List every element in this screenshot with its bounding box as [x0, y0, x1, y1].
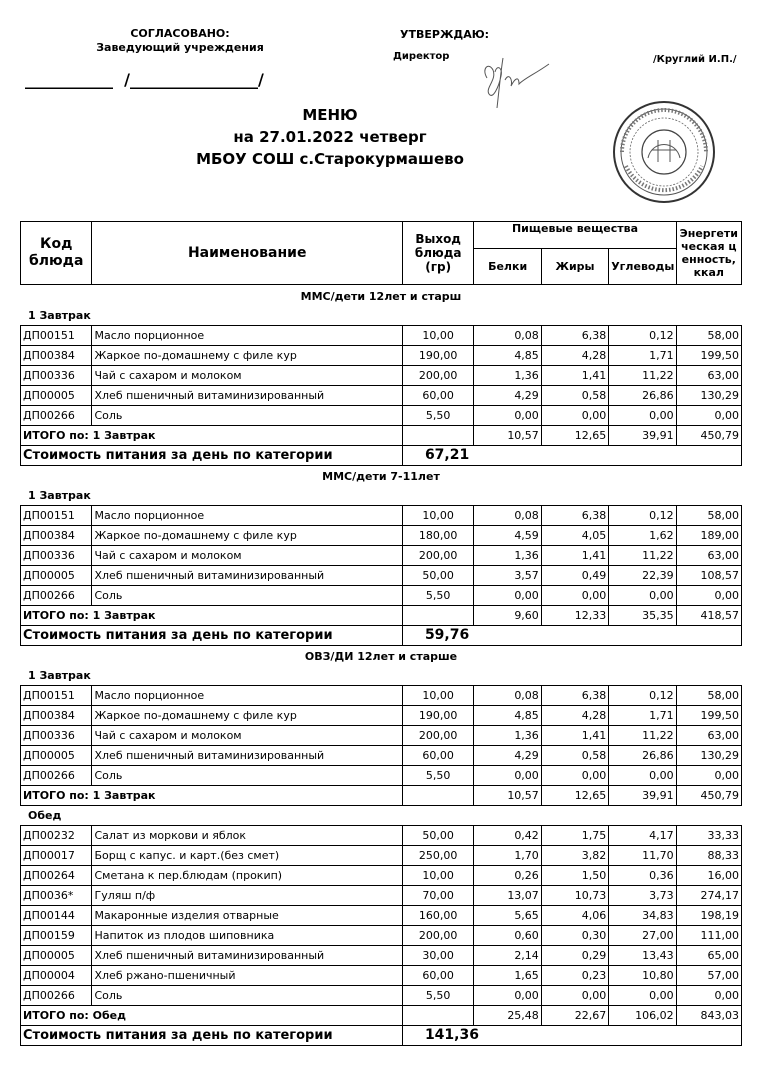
total-carbs: 106,02: [609, 1006, 676, 1026]
meal-title: 1 Завтрак: [28, 669, 91, 682]
title-date: на 27.01.2022 четверг: [233, 128, 427, 146]
total-kcal: 843,03: [676, 1006, 741, 1026]
total-fat: 12,65: [541, 786, 608, 806]
table-row: [21, 906, 742, 926]
cost-row: [21, 1026, 742, 1046]
dish-name: Хлеб пшеничный витаминизированный: [92, 386, 402, 406]
dish-output: 50,00: [402, 826, 473, 846]
dish-protein: 0,08: [474, 506, 541, 526]
total-label: ИТОГО по: 1 Завтрак: [21, 786, 403, 806]
approval-block: [95, 27, 265, 55]
dish-output: 190,00: [402, 346, 473, 366]
title-menu: МЕНЮ: [302, 106, 358, 124]
dish-output: 70,00: [402, 886, 473, 906]
total-carbs: 35,35: [609, 606, 676, 626]
document-title: [180, 104, 480, 170]
total-row: [21, 606, 742, 626]
dish-fat: 0,58: [541, 746, 608, 766]
dish-protein: 2,14: [474, 946, 541, 966]
dish-output: 5,50: [402, 586, 473, 606]
dish-protein: 5,65: [474, 906, 541, 926]
dish-name: Хлеб ржано-пшеничный: [92, 966, 402, 986]
dish-fat: 0,00: [541, 586, 608, 606]
dish-protein: 0,08: [474, 326, 541, 346]
dish-kcal: 0,00: [676, 406, 741, 426]
dish-kcal: 63,00: [676, 366, 741, 386]
dish-fat: 1,41: [541, 726, 608, 746]
dish-name: Соль: [92, 586, 402, 606]
dish-kcal: 16,00: [676, 866, 741, 886]
total-carbs: 39,91: [609, 786, 676, 806]
dish-carbs: 26,86: [609, 746, 676, 766]
table-row: [21, 386, 742, 406]
dish-carbs: 3,73: [609, 886, 676, 906]
dish-name: Соль: [92, 766, 402, 786]
dish-fat: 4,28: [541, 346, 608, 366]
dish-name: Чай с сахаром и молоком: [92, 546, 402, 566]
dish-name: Хлеб пшеничный витаминизированный: [92, 746, 402, 766]
table-row: [21, 506, 742, 526]
dish-code: ДП00266: [21, 766, 92, 786]
table-row: [21, 746, 742, 766]
dish-protein: 4,29: [474, 746, 541, 766]
dish-code: ДП00005: [21, 746, 92, 766]
dish-output: 10,00: [402, 506, 473, 526]
total-protein: 9,60: [474, 606, 541, 626]
dish-carbs: 27,00: [609, 926, 676, 946]
dish-kcal: 189,00: [676, 526, 741, 546]
dish-name: Чай с сахаром и молоком: [92, 366, 402, 386]
approved-label: СОГЛАСОВАНО:: [130, 27, 230, 40]
director-label: Директор: [393, 51, 450, 62]
cost-label: Стоимость питания за день по категории: [21, 626, 403, 646]
dish-carbs: 0,00: [609, 406, 676, 426]
dish-code: ДП00336: [21, 546, 92, 566]
dish-carbs: 10,80: [609, 966, 676, 986]
dish-carbs: 0,00: [609, 766, 676, 786]
dish-kcal: 130,29: [676, 746, 741, 766]
dish-carbs: 34,83: [609, 906, 676, 926]
dish-fat: 0,00: [541, 986, 608, 1006]
dish-output: 10,00: [402, 686, 473, 706]
table-row: [21, 346, 742, 366]
dish-output: 180,00: [402, 526, 473, 546]
dish-kcal: 65,00: [676, 946, 741, 966]
dish-name: Хлеб пшеничный витаминизированный: [92, 946, 402, 966]
dish-output: 200,00: [402, 926, 473, 946]
dish-carbs: 11,70: [609, 846, 676, 866]
dish-fat: 4,05: [541, 526, 608, 546]
dish-kcal: 108,57: [676, 566, 741, 586]
dish-code: ДП00004: [21, 966, 92, 986]
dish-code: ДП00151: [21, 506, 92, 526]
total-output: [402, 786, 473, 806]
dish-name: Жаркое по-домашнему с филе кур: [92, 526, 402, 546]
table-row: [21, 326, 742, 346]
dish-name: Борщ с капус. и карт.(без смет): [92, 846, 402, 866]
dish-code: ДП00005: [21, 946, 92, 966]
dish-code: ДП00384: [21, 346, 92, 366]
dish-kcal: 0,00: [676, 586, 741, 606]
meal-title: 1 Завтрак: [28, 489, 91, 502]
table-row: [21, 886, 742, 906]
dish-code: ДП00159: [21, 926, 92, 946]
dish-carbs: 4,17: [609, 826, 676, 846]
dish-protein: 4,29: [474, 386, 541, 406]
total-row: [21, 426, 742, 446]
dish-name: Чай с сахаром и молоком: [92, 726, 402, 746]
dish-fat: 0,00: [541, 406, 608, 426]
dish-carbs: 13,43: [609, 946, 676, 966]
dish-code: ДП00005: [21, 566, 92, 586]
dish-output: 10,00: [402, 326, 473, 346]
dish-protein: 13,07: [474, 886, 541, 906]
dish-name: Напиток из плодов шиповника: [92, 926, 402, 946]
table-row: [21, 846, 742, 866]
menu-table-section-3-breakfast: [20, 685, 742, 806]
col-nutrients: Пищевые вещества: [474, 222, 676, 249]
dish-fat: 4,06: [541, 906, 608, 926]
table-row: [21, 826, 742, 846]
dish-protein: 0,60: [474, 926, 541, 946]
dish-fat: 4,28: [541, 706, 608, 726]
total-fat: 12,65: [541, 426, 608, 446]
dish-carbs: 0,12: [609, 686, 676, 706]
dish-protein: 3,57: [474, 566, 541, 586]
dish-carbs: 0,00: [609, 986, 676, 1006]
dish-kcal: 58,00: [676, 506, 741, 526]
dish-name: Жаркое по-домашнему с филе кур: [92, 706, 402, 726]
dish-kcal: 63,00: [676, 546, 741, 566]
dish-code: ДП00266: [21, 586, 92, 606]
dish-carbs: 0,12: [609, 506, 676, 526]
dish-carbs: 0,00: [609, 586, 676, 606]
dish-fat: 3,82: [541, 846, 608, 866]
dish-output: 200,00: [402, 366, 473, 386]
total-label: ИТОГО по: 1 Завтрак: [21, 606, 403, 626]
dish-kcal: 63,00: [676, 726, 741, 746]
cost-row: [21, 446, 742, 466]
dish-output: 10,00: [402, 866, 473, 886]
table-row: [21, 766, 742, 786]
dish-output: 60,00: [402, 746, 473, 766]
dish-protein: 0,00: [474, 986, 541, 1006]
director-name: /Круглий И.П./: [653, 54, 737, 65]
dish-protein: 4,59: [474, 526, 541, 546]
dish-fat: 1,75: [541, 826, 608, 846]
dish-code: ДП00144: [21, 906, 92, 926]
dish-code: ДП00017: [21, 846, 92, 866]
dish-carbs: 1,71: [609, 346, 676, 366]
table-row: [21, 706, 742, 726]
dish-name: Соль: [92, 406, 402, 426]
dish-fat: 6,38: [541, 326, 608, 346]
col-code: Код блюда: [21, 222, 92, 285]
table-row: [21, 366, 742, 386]
dish-kcal: 198,19: [676, 906, 741, 926]
dish-protein: 0,00: [474, 766, 541, 786]
title-school: МБОУ СОШ с.Старокурмашево: [196, 150, 464, 168]
dish-protein: 0,42: [474, 826, 541, 846]
dish-output: 200,00: [402, 546, 473, 566]
dish-output: 5,50: [402, 766, 473, 786]
dish-protein: 0,00: [474, 406, 541, 426]
dish-code: ДП00336: [21, 366, 92, 386]
col-name: Наименование: [92, 222, 402, 285]
dish-fat: 1,41: [541, 546, 608, 566]
confirm-label: УТВЕРЖДАЮ:: [400, 28, 490, 41]
dish-protein: 1,65: [474, 966, 541, 986]
dish-code: ДП00266: [21, 986, 92, 1006]
dish-kcal: 274,17: [676, 886, 741, 906]
table-row: [21, 966, 742, 986]
total-kcal: 450,79: [676, 426, 741, 446]
dish-carbs: 1,71: [609, 706, 676, 726]
section-title: ММС/дети 12лет и старш: [300, 290, 462, 303]
cost-value: 59,76: [402, 626, 741, 646]
dish-protein: 1,36: [474, 366, 541, 386]
dish-fat: 6,38: [541, 506, 608, 526]
dish-code: ДП00151: [21, 326, 92, 346]
dish-code: ДП00384: [21, 706, 92, 726]
dish-code: ДП00151: [21, 686, 92, 706]
dish-name: Хлеб пшеничный витаминизированный: [92, 566, 402, 586]
dish-protein: 4,85: [474, 706, 541, 726]
dish-code: ДП0036*: [21, 886, 92, 906]
approved-role: Заведующий учреждения: [96, 41, 264, 54]
total-kcal: 418,57: [676, 606, 741, 626]
dish-output: 5,50: [402, 986, 473, 1006]
dish-fat: 0,29: [541, 946, 608, 966]
dish-fat: 10,73: [541, 886, 608, 906]
dish-carbs: 0,12: [609, 326, 676, 346]
table-row: [21, 526, 742, 546]
dish-protein: 1,70: [474, 846, 541, 866]
dish-carbs: 11,22: [609, 546, 676, 566]
col-fat: Жиры: [541, 249, 608, 285]
total-protein: 25,48: [474, 1006, 541, 1026]
dish-protein: 0,26: [474, 866, 541, 886]
dish-name: Макаронные изделия отварные: [92, 906, 402, 926]
table-row: [21, 726, 742, 746]
dish-protein: 1,36: [474, 546, 541, 566]
signature-line: ___________ /________________/: [25, 70, 264, 89]
dish-kcal: 58,00: [676, 326, 741, 346]
dish-name: Салат из моркови и яблок: [92, 826, 402, 846]
cost-value: 67,21: [402, 446, 741, 466]
dish-kcal: 88,33: [676, 846, 741, 866]
dish-fat: 0,00: [541, 766, 608, 786]
menu-table-section-1: [20, 325, 742, 466]
table-row: [21, 866, 742, 886]
dish-name: Масло порционное: [92, 686, 402, 706]
dish-fat: 0,58: [541, 386, 608, 406]
total-output: [402, 606, 473, 626]
total-label: ИТОГО по: Обед: [21, 1006, 403, 1026]
section-title: ММС/дети 7-11лет: [322, 470, 440, 483]
table-row: [21, 566, 742, 586]
dish-fat: 0,30: [541, 926, 608, 946]
menu-table-section-3-lunch: [20, 825, 742, 1046]
dish-name: Масло порционное: [92, 326, 402, 346]
dish-code: ДП00266: [21, 406, 92, 426]
dish-name: Масло порционное: [92, 506, 402, 526]
total-label: ИТОГО по: 1 Завтрак: [21, 426, 403, 446]
dish-kcal: 199,50: [676, 346, 741, 366]
dish-code: ДП00336: [21, 726, 92, 746]
total-fat: 12,33: [541, 606, 608, 626]
dish-kcal: 199,50: [676, 706, 741, 726]
col-output: Выход блюда (гр): [402, 222, 473, 285]
cost-label: Стоимость питания за день по категории: [21, 446, 403, 466]
total-output: [402, 1006, 473, 1026]
dish-kcal: 0,00: [676, 986, 741, 1006]
table-row: [21, 546, 742, 566]
dish-protein: 0,08: [474, 686, 541, 706]
dish-protein: 1,36: [474, 726, 541, 746]
dish-code: ДП00264: [21, 866, 92, 886]
dish-code: ДП00005: [21, 386, 92, 406]
dish-output: 60,00: [402, 386, 473, 406]
dish-name: Соль: [92, 986, 402, 1006]
total-protein: 10,57: [474, 786, 541, 806]
dish-fat: 1,41: [541, 366, 608, 386]
cost-label: Стоимость питания за день по категории: [21, 1026, 403, 1046]
total-fat: 22,67: [541, 1006, 608, 1026]
dish-output: 200,00: [402, 726, 473, 746]
dish-fat: 1,50: [541, 866, 608, 886]
table-row: [21, 586, 742, 606]
dish-name: Гуляш п/ф: [92, 886, 402, 906]
dish-protein: 4,85: [474, 346, 541, 366]
dish-output: 30,00: [402, 946, 473, 966]
dish-output: 190,00: [402, 706, 473, 726]
dish-output: 5,50: [402, 406, 473, 426]
table-row: [21, 986, 742, 1006]
table-row: [21, 926, 742, 946]
dish-fat: 6,38: [541, 686, 608, 706]
section-title: ОВЗ/ДИ 12лет и старше: [304, 650, 458, 663]
dish-kcal: 0,00: [676, 766, 741, 786]
dish-carbs: 26,86: [609, 386, 676, 406]
col-carbs: Углеводы: [609, 249, 676, 285]
meal-title: Обед: [28, 809, 62, 822]
meal-title: 1 Завтрак: [28, 309, 91, 322]
dish-fat: 0,23: [541, 966, 608, 986]
dish-code: ДП00232: [21, 826, 92, 846]
dish-kcal: 33,33: [676, 826, 741, 846]
dish-output: 160,00: [402, 906, 473, 926]
table-row: [21, 686, 742, 706]
dish-code: ДП00384: [21, 526, 92, 546]
dish-kcal: 58,00: [676, 686, 741, 706]
dish-name: Жаркое по-домашнему с филе кур: [92, 346, 402, 366]
dish-kcal: 130,29: [676, 386, 741, 406]
dish-carbs: 22,39: [609, 566, 676, 586]
col-protein: Белки: [474, 249, 541, 285]
cost-value: 141,36: [402, 1026, 741, 1046]
dish-carbs: 11,22: [609, 366, 676, 386]
col-energy: Энергетическая ценность, ккал: [676, 222, 741, 285]
total-row: [21, 1006, 742, 1026]
dish-fat: 0,49: [541, 566, 608, 586]
table-row: [21, 946, 742, 966]
menu-table-section-2: [20, 505, 742, 646]
dish-carbs: 1,62: [609, 526, 676, 546]
total-protein: 10,57: [474, 426, 541, 446]
table-header: [20, 221, 742, 285]
signature-icon: [475, 50, 555, 110]
dish-output: 50,00: [402, 566, 473, 586]
total-kcal: 450,79: [676, 786, 741, 806]
total-row: [21, 786, 742, 806]
table-row: [21, 406, 742, 426]
dish-carbs: 0,36: [609, 866, 676, 886]
total-carbs: 39,91: [609, 426, 676, 446]
dish-output: 60,00: [402, 966, 473, 986]
total-output: [402, 426, 473, 446]
dish-kcal: 57,00: [676, 966, 741, 986]
dish-protein: 0,00: [474, 586, 541, 606]
cost-row: [21, 626, 742, 646]
dish-output: 250,00: [402, 846, 473, 866]
dish-kcal: 111,00: [676, 926, 741, 946]
official-stamp-icon: [608, 100, 720, 205]
dish-name: Сметана к пер.блюдам (прокип): [92, 866, 402, 886]
dish-carbs: 11,22: [609, 726, 676, 746]
